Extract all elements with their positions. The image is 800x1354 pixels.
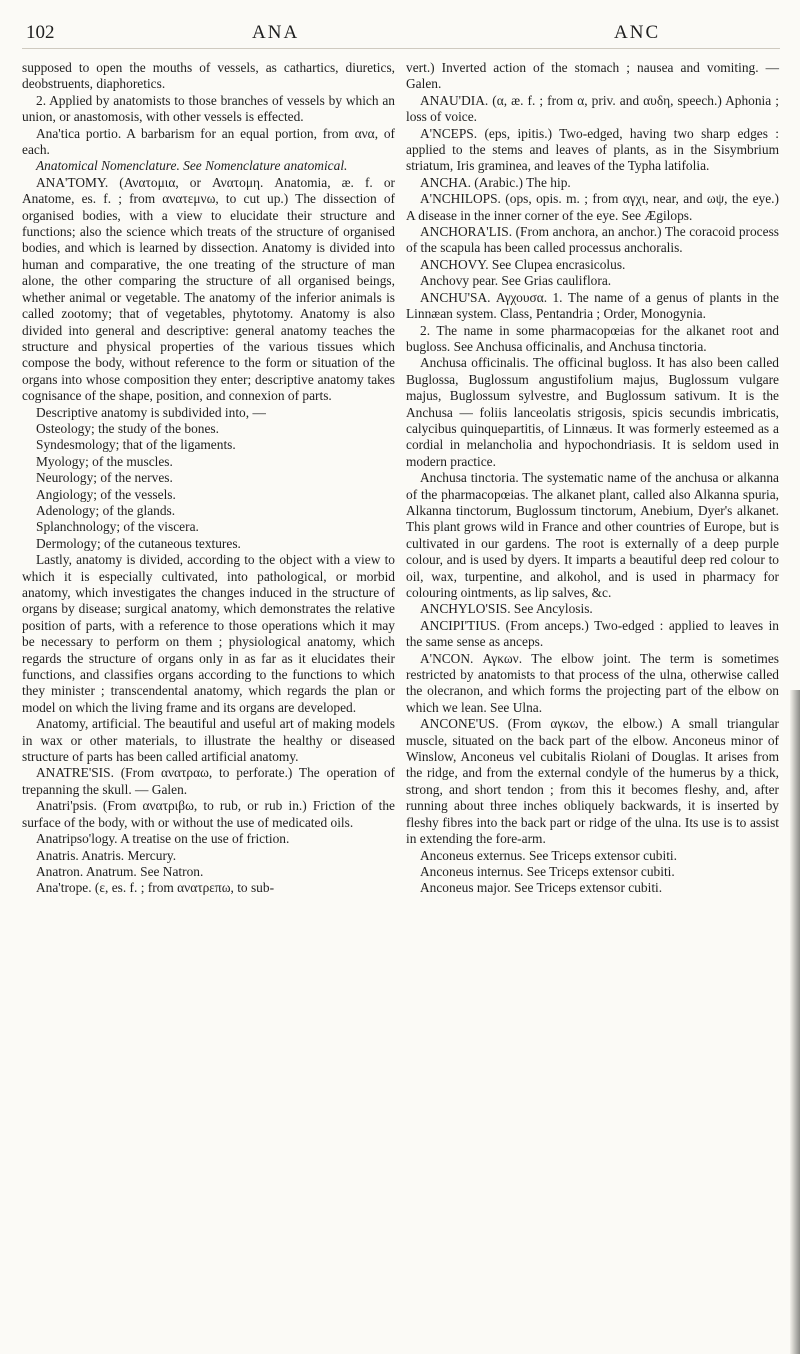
entry-anchylosis: ANCHYLO'SIS. See Ancylosis. xyxy=(420,601,593,617)
entry-anatomy-artificial: Anatomy, artificial. The beautiful and useful art of making models in wax or other materials, to illustrate the healthy or diseased structure of parts has been called artificial anatomy. xyxy=(22,716,395,765)
entry-anatrope: Ana'trope. (ε, es. f. ; from ανατρεπω, to sub- xyxy=(36,880,275,896)
entry-text: 2. The name in some pharmacopœias for the alkanet root and bugloss. See Anchusa officinalis, and Anchusa tinctoria. xyxy=(406,322,779,354)
entry-text: vert.) Inverted action of the stomach ; nausea and vomiting. — Galen. xyxy=(406,60,779,92)
right-guide-word: ANC xyxy=(614,22,661,43)
list-myology: Myology; of the muscles. xyxy=(36,453,173,469)
entry-anceps: A'NCEPS. (eps, ipitis.) Two-edged, having two sharp edges : applied to the stems and leaves of plants, as in the Sisymbrium striatum, Iris graminea, and leaves of the Typha latifolia. xyxy=(406,125,779,174)
entry-anconeus-internus: Anconeus internus. See Triceps extensor cubiti. xyxy=(420,863,675,879)
list-splanchnology: Splanchnology; of the viscera. xyxy=(36,519,199,535)
entry-text: 2. Applied by anatomists to those branches of vessels by which an union, or anastomosis, with other vessels is effected. xyxy=(22,92,395,125)
entry-anatris: Anatris. Anatris. Mercury. xyxy=(36,847,177,863)
list-adenology: Adenology; of the glands. xyxy=(36,502,176,518)
entry-anchovy-pear: Anchovy pear. See Grias cauliflora. xyxy=(420,273,612,289)
entry-anatica-portio: Ana'tica portio. A barbarism for an equal portion, from ανα, of each. xyxy=(22,125,395,158)
entry-text: supposed to open the mouths of vessels, as cathartics, diuretics, deobstruents, diaphoretics. xyxy=(22,60,395,92)
left-column xyxy=(22,60,395,897)
entry-anatresis: ANATRE'SIS. (From ανατραω, to perforate.) The operation of trepanning the skull. — Galen. xyxy=(22,765,395,797)
entry-anconeus-major: Anconeus major. See Triceps extensor cubiti. xyxy=(420,880,663,896)
entry-anchilops: A'NCHILOPS. (ops, opis. m. ; from αγχι, near, and ωψ, the eye.) A disease in the inner corner of the eye. See Ægilops. xyxy=(406,191,779,223)
left-guide-word: ANA xyxy=(252,22,300,43)
entry-anatron: Anatron. Anatrum. See Natron. xyxy=(36,863,204,879)
entry-anchovy: ANCHOVY. See Clupea encrasicolus. xyxy=(420,256,626,272)
entry-anchusa-tinctoria: Anchusa tinctoria. The systematic name of the anchusa or alkanna of the pharmacopœias. The alkanet plant, called also Alkanna spuria, Alkanna tinctorum, Buglossum tinctorum, Anebium, Dyer's alkanet. This plant grows wild in France and other countries of Europe, but is cultivated in our gardens. The root is externally of a deep purple colour, and is used by dyers. It imparts a beautiful deep red colour to oil, wax, turpentine, and alkohol, and is used in pharmacy for colouring ointments, as lip salves, &c. xyxy=(406,470,779,600)
list-dermology: Dermology; of the cutaneous textures. xyxy=(36,535,241,551)
entry-anatomy: ANA'TOMY. (Ανατομια, or Ανατομη. Anatomia, æ. f. or Anatome, es. f. ; from ανατεμνω, to cut up.) The dissection of organised bodies, with a view to elucidate their structure and functions; also the science which treats of the structure of organised bodies, and which is learned by dissection. Anatomy is divided into human and comparative, the one treating of the structure of man alone, the other comparing the structure of all organised beings, whether animal or vegetable. The anatomy of the inferior animals is called zootomy; that of vegetables, phytotomy. Anatomy is also divided into general and descriptive: general anatomy teaches the structure and physical properties of the various tissues which compose the body, without reference to the form or situation of the organs into whose composition they enter; descriptive anatomy takes cognisance of the shape, position, and connexion of parts. xyxy=(22,174,395,404)
entry-ancon: A'NCON. Αγκων. The elbow joint. The term is sometimes restricted by anatomists to that process of the ulna, otherwise called the olecranon, and which forms the projecting part of the elbow on which we lean. See Ulna. xyxy=(406,650,779,715)
entry-anchoralis: ANCHORA'LIS. (From anchora, an anchor.) The coracoid process of the scapula has been called processus anchoralis. xyxy=(406,224,779,256)
entry-anatripsology: Anatripso'logy. A treatise on the use of friction. xyxy=(36,831,290,847)
entry-anchusa: ANCHU'SA. Αγχουσα. 1. The name of a genus of plants in the Linnæan system. Class, Pentandria ; Order, Monogynia. xyxy=(406,289,779,322)
entry-anaudia: ANAU'DIA. (α, æ. f. ; from α, priv. and αυδη, speech.) Aphonia ; loss of voice. xyxy=(406,92,779,125)
entry-anatripsis: Anatri'psis. (From ανατριβω, to rub, or rub in.) Friction of the surface of the body, with or without the use of medicated oils. xyxy=(22,798,395,830)
entry-text: Lastly, anatomy is divided, according to the object with a view to which it is especially cultivated, into pathological, or morbid anatomy, which investigates the changes induced in the structure of organs by disease; surgical anatomy, which demonstrates the relative position of parts, with a reference to those operations which it may be necessary to perform on them ; physiological anatomy, which regards the structure of organs only in as far as it elucidates their functions, and classifies organs according to the functions to which they minister ; transcendental anatomy, which regards the plan or model on which the living frame and its organs are developed. xyxy=(22,552,395,715)
entry-anatomical-nomenclature: Anatomical Nomenclature. See Nomenclature anatomical. xyxy=(36,158,348,174)
entry-ancipitius: ANCIPI'TIUS. (From anceps.) Two-edged : applied to leaves in the same sense as anceps. xyxy=(406,617,779,650)
list-neurology: Neurology; of the nerves. xyxy=(36,470,173,486)
running-head xyxy=(22,22,780,49)
entry-text: Descriptive anatomy is subdivided into, — xyxy=(36,404,266,420)
page-number: 102 xyxy=(26,22,55,43)
entry-anconeus-externus: Anconeus externus. See Triceps extensor cubiti. xyxy=(420,847,677,863)
list-angiology: Angiology; of the vessels. xyxy=(36,486,176,502)
list-osteology: Osteology; the study of the bones. xyxy=(36,420,219,436)
page-edge-shadow xyxy=(790,690,800,1354)
list-syndesmology: Syndesmology; that of the ligaments. xyxy=(36,437,236,453)
entry-anconeus: ANCONE'US. (From αγκων, the elbow.) A small triangular muscle, situated on the back part of the elbow. Anconeus minor of Winslow, Anconeus vel cubitalis Riolani of Douglas. It arises from the ridge, and from the external condyle of the humerus by a thick, strong, and short tendon ; from this it becomes fleshy, and, after running about three inches obliquely backwards, it is inserted by fleshy fibres into the back part or ridge of the ulna. Its use is to assist in extending the fore-arm. xyxy=(406,716,779,847)
entry-ancha: ANCHA. (Arabic.) The hip. xyxy=(420,174,571,190)
entry-anchusa-officinalis: Anchusa officinalis. The officinal bugloss. It has also been called Buglossa, Buglossum angustifolium majus, Buglossum vulgare majus, Buglossum sylvestre, and Buglossum sativum. It is the Anchusa — foliis lanceolatis strigosis, spicis secundis imbricatis, calycibus quinquepartitis, of Linnæus. It was formerly esteemed as a cordial in melancholia and hypochondriasis. It is seldom used in modern practice. xyxy=(406,355,779,469)
right-column xyxy=(406,60,779,897)
